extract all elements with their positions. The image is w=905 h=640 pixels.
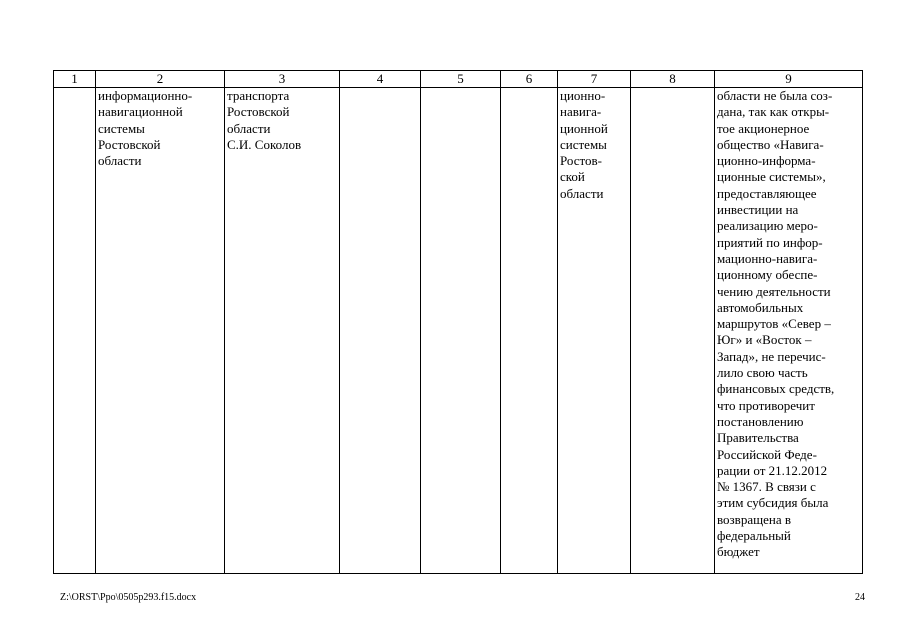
- cell-col-8: [631, 88, 715, 574]
- header-col-8: 8: [631, 71, 715, 88]
- header-col-6: 6: [501, 71, 558, 88]
- cell-col-9: [715, 88, 863, 574]
- table-row: [54, 88, 863, 574]
- header-col-2: 2: [96, 71, 225, 88]
- header-col-5: 5: [421, 71, 501, 88]
- cell-col-7: [558, 88, 631, 574]
- table-header-row: [54, 71, 863, 88]
- footer-page-number: 24: [855, 592, 865, 603]
- cell-col-3: [225, 88, 340, 574]
- cell-col-3-text: транспорта Ростовской области С.И. Соколов: [227, 88, 302, 152]
- cell-col-5: [421, 88, 501, 574]
- cell-col-2: [96, 88, 225, 574]
- cell-col-4: [340, 88, 421, 574]
- cell-col-9-text: области не была соз- дана, так как откры- тое акционерное общество «Навига- ционно-информа- ционные системы», предоставляющее инвестиции на реализацию меро- приятий по инфор- мационно-навига- ционному обеспе- чению деятельности автомобильных маршрутов «Север – Юг» и «Восток – Запад», не перечис- лило свою часть финансовых средств, что противоречит постановлению Правительства Российской Феде- рации от 21.12.2012 № 1367. В связи с этим субсидия была возвращена в федеральный бюджет: [717, 88, 835, 560]
- header-col-9: 9: [715, 71, 863, 88]
- cell-col-1: [54, 88, 96, 574]
- cell-col-6: [501, 88, 558, 574]
- document-table: [53, 70, 863, 574]
- header-col-7: 7: [558, 71, 631, 88]
- cell-col-7-text: ционно- навига- ционной системы Ростов- ской области: [560, 88, 608, 201]
- header-col-1: 1: [54, 71, 96, 88]
- footer-file-path: Z:\ORST\Ppo\0505p293.f15.docx: [60, 592, 197, 603]
- header-col-3: 3: [225, 71, 340, 88]
- header-col-4: 4: [340, 71, 421, 88]
- cell-col-2-text: информационно- навигационной системы Ростовской области: [98, 88, 193, 169]
